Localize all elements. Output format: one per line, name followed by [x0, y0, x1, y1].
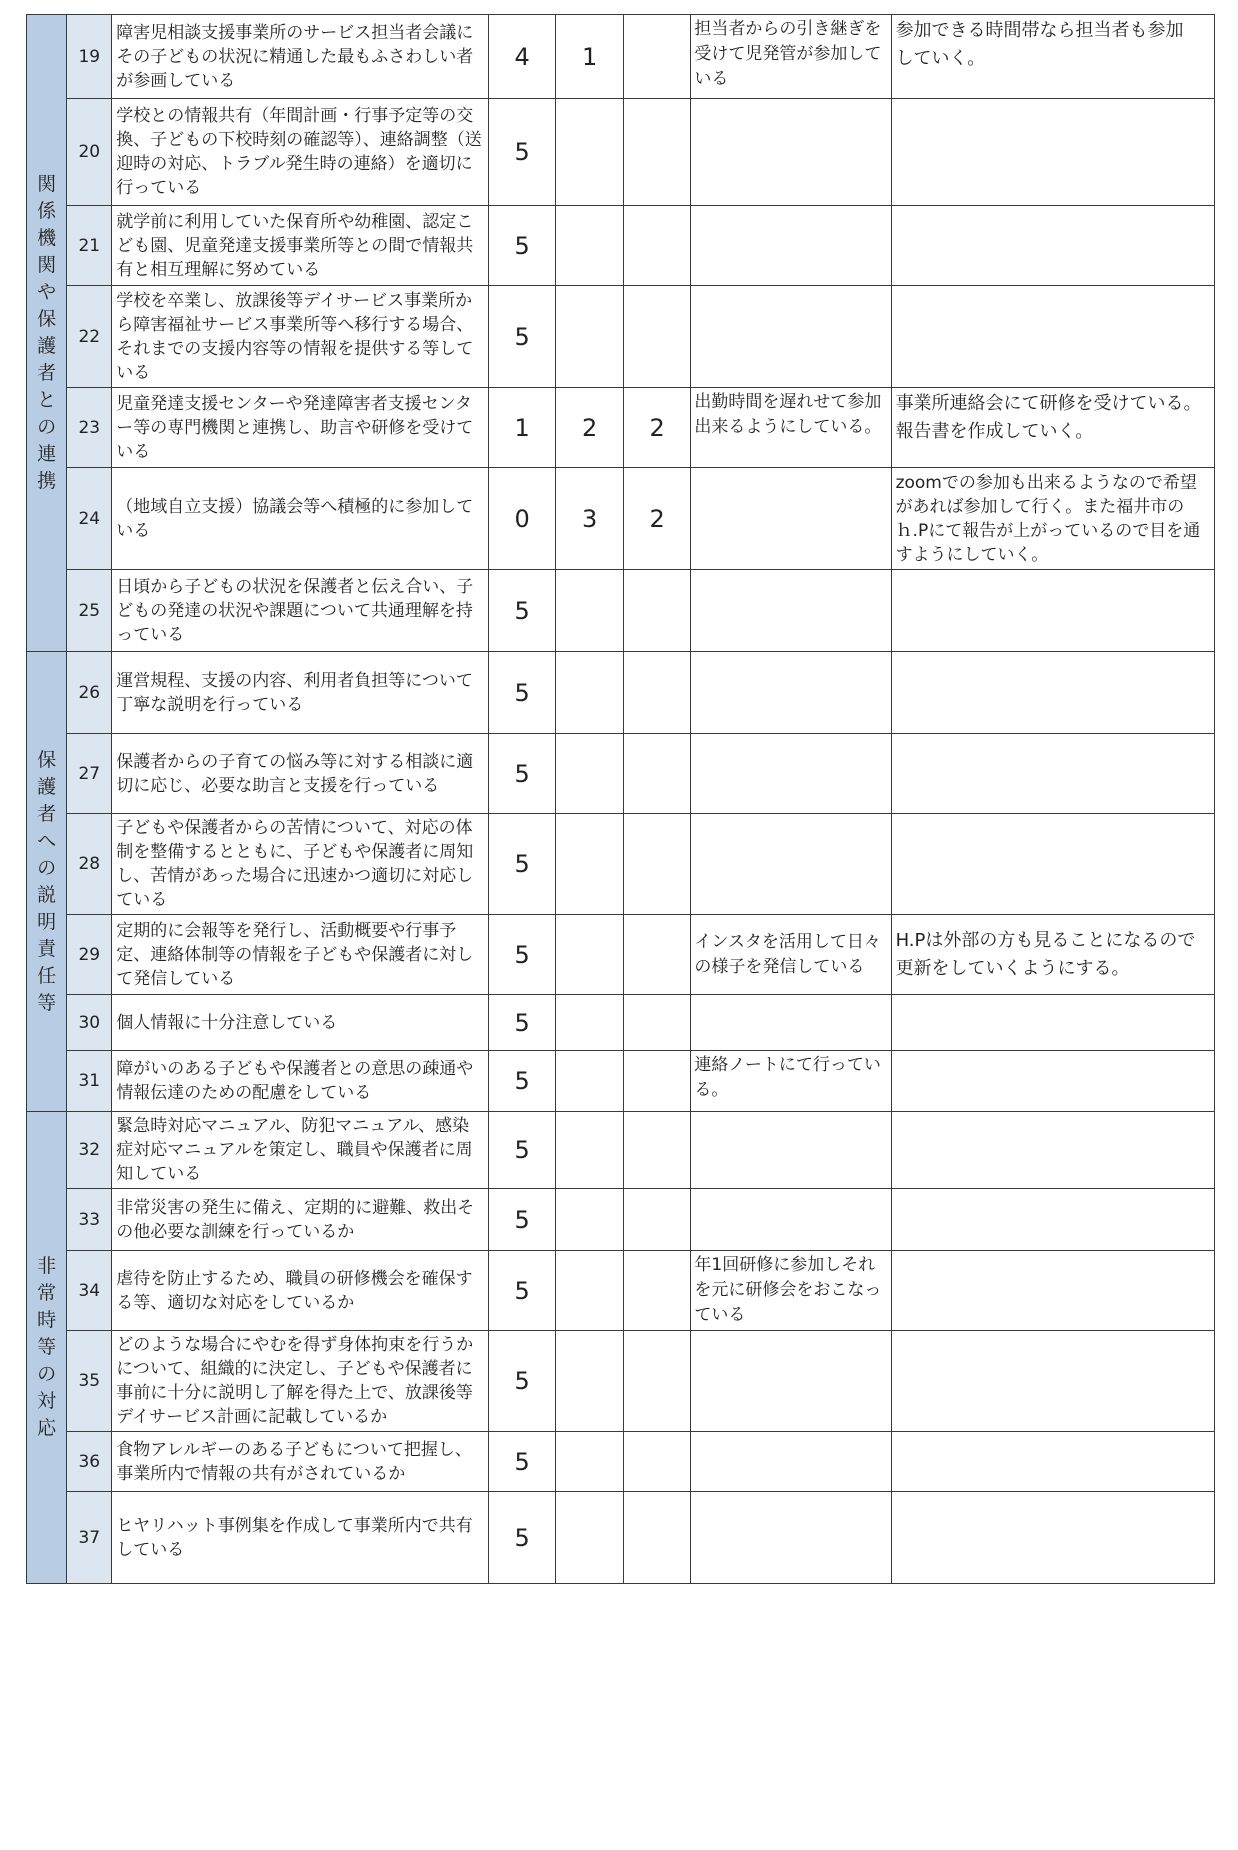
note-cell — [691, 570, 891, 652]
plan-cell — [891, 206, 1214, 286]
value-b — [556, 1432, 624, 1492]
row-number: 20 — [67, 99, 112, 206]
table-row — [27, 734, 1215, 814]
value-c — [623, 1189, 691, 1251]
item-text: 虐待を防止するため、職員の研修機会を確保する等、適切な対応をしているか — [112, 1251, 489, 1331]
value-a: 5 — [488, 814, 556, 915]
item-text: 保護者からの子育ての悩み等に対する相談に適切に応じ、必要な助言と支援を行っている — [112, 734, 489, 814]
value-b — [556, 734, 624, 814]
note-cell: 担当者からの引き継ぎを受けて児発管が参加している — [691, 15, 891, 99]
value-a: 5 — [488, 1112, 556, 1189]
item-text: 緊急時対応マニュアル、防犯マニュアル、感染症対応マニュアルを策定し、職員や保護者に周知している — [112, 1112, 489, 1189]
value-c — [623, 286, 691, 388]
plan-cell — [891, 1189, 1214, 1251]
value-b: 2 — [556, 388, 624, 468]
value-a: 5 — [488, 1051, 556, 1112]
row-number: 21 — [67, 206, 112, 286]
note-cell — [691, 734, 891, 814]
value-c — [623, 915, 691, 995]
value-a: 4 — [488, 15, 556, 99]
value-c — [623, 734, 691, 814]
value-a: 5 — [488, 1251, 556, 1331]
row-number: 31 — [67, 1051, 112, 1112]
value-c — [623, 206, 691, 286]
value-a: 5 — [488, 206, 556, 286]
table-row — [27, 1251, 1215, 1331]
plan-cell — [891, 814, 1214, 915]
plan-cell: 参加できる時間帯なら担当者も参加 していく。 — [891, 15, 1214, 99]
note-cell: 年1回研修に参加しそれを元に研修会をおこなっている — [691, 1251, 891, 1331]
item-text: 学校を卒業し、放課後等デイサービス事業所から障害福祉サービス事業所等へ移行する場合、それまでの支援内容等の情報を提供する等している — [112, 286, 489, 388]
value-b — [556, 995, 624, 1051]
value-c — [623, 814, 691, 915]
table-row — [27, 652, 1215, 734]
value-a: 0 — [488, 468, 556, 570]
note-cell — [691, 1432, 891, 1492]
table-row — [27, 286, 1215, 388]
item-text: 定期的に会報等を発行し、活動概要や行事予定、連絡体制等の情報を子どもや保護者に対して発信している — [112, 915, 489, 995]
plan-cell — [891, 1432, 1214, 1492]
table-row — [27, 814, 1215, 915]
plan-cell: H.Pは外部の方も見ることになるので更新をしていくようにする。 — [891, 915, 1214, 995]
value-c — [623, 1331, 691, 1432]
value-b — [556, 570, 624, 652]
plan-cell — [891, 286, 1214, 388]
category-cell — [27, 15, 67, 652]
value-b — [556, 814, 624, 915]
value-c — [623, 1051, 691, 1112]
plan-cell — [891, 570, 1214, 652]
category-label: 関係機関や保護者との連携 — [37, 173, 57, 492]
note-cell — [691, 468, 891, 570]
note-cell — [691, 1331, 891, 1432]
row-number: 28 — [67, 814, 112, 915]
row-number: 37 — [67, 1492, 112, 1584]
item-text: 障害児相談支援事業所のサービス担当者会議にその子どもの状況に精通した最もふさわしい者が参画している — [112, 15, 489, 99]
note-cell — [691, 1189, 891, 1251]
value-c — [623, 570, 691, 652]
plan-cell — [891, 99, 1214, 206]
plan-cell — [891, 1051, 1214, 1112]
row-number: 30 — [67, 995, 112, 1051]
note-cell — [691, 1112, 891, 1189]
table-row — [27, 570, 1215, 652]
table-row — [27, 1432, 1215, 1492]
item-text: 学校との情報共有（年間計画・行事予定等の交換、子どもの下校時刻の確認等）、連絡調整（送迎時の対応、トラブル発生時の連絡）を適切に行っている — [112, 99, 489, 206]
table-row — [27, 995, 1215, 1051]
row-number: 27 — [67, 734, 112, 814]
value-a: 5 — [488, 915, 556, 995]
value-c — [623, 15, 691, 99]
value-b — [556, 1331, 624, 1432]
item-text: ヒヤリハット事例集を作成して事業所内で共有している — [112, 1492, 489, 1584]
row-number: 25 — [67, 570, 112, 652]
row-number: 24 — [67, 468, 112, 570]
value-b — [556, 286, 624, 388]
row-number: 29 — [67, 915, 112, 995]
value-b — [556, 652, 624, 734]
row-number: 26 — [67, 652, 112, 734]
plan-cell — [891, 652, 1214, 734]
item-text: 個人情報に十分注意している — [112, 995, 489, 1051]
row-number: 35 — [67, 1331, 112, 1432]
category-label: 保護者への説明責任等 — [37, 748, 57, 1014]
item-text: 就学前に利用していた保育所や幼稚園、認定こども園、児童発達支援事業所等との間で情報共有と相互理解に努めている — [112, 206, 489, 286]
note-cell — [691, 206, 891, 286]
value-c — [623, 652, 691, 734]
value-a: 5 — [488, 1492, 556, 1584]
category-cell — [27, 652, 67, 1112]
plan-cell — [891, 1492, 1214, 1584]
item-text: 児童発達支援センターや発達障害者支援センター等の専門機関と連携し、助言や研修を受けている — [112, 388, 489, 468]
value-b — [556, 99, 624, 206]
note-cell — [691, 286, 891, 388]
row-number: 36 — [67, 1432, 112, 1492]
row-number: 23 — [67, 388, 112, 468]
value-a: 5 — [488, 1432, 556, 1492]
category-label: 非常時等の対応 — [37, 1255, 57, 1439]
table-row — [27, 915, 1215, 995]
item-text: どのような場合にやむを得ず身体拘束を行うかについて、組織的に決定し、子どもや保護者に事前に十分に説明し了解を得た上で、放課後等デイサービス計画に記載しているか — [112, 1331, 489, 1432]
value-a: 5 — [488, 734, 556, 814]
value-a: 5 — [488, 286, 556, 388]
item-text: 食物アレルギーのある子どもについて把握し、事業所内で情報の共有がされているか — [112, 1432, 489, 1492]
row-number: 22 — [67, 286, 112, 388]
value-c — [623, 1251, 691, 1331]
plan-cell — [891, 1112, 1214, 1189]
value-a: 5 — [488, 99, 556, 206]
value-c — [623, 1432, 691, 1492]
value-a: 5 — [488, 652, 556, 734]
plan-cell — [891, 1331, 1214, 1432]
category-cell — [27, 1112, 67, 1584]
table-row — [27, 206, 1215, 286]
plan-cell — [891, 995, 1214, 1051]
item-text: 子どもや保護者からの苦情について、対応の体制を整備するとともに、子どもや保護者に周知し、苦情があった場合に迅速かつ適切に対応している — [112, 814, 489, 915]
value-c: 2 — [623, 388, 691, 468]
note-cell: 出勤時間を遅れせて参加出来るようにしている。 — [691, 388, 891, 468]
note-cell: 連絡ノートにて行っている。 — [691, 1051, 891, 1112]
note-cell — [691, 995, 891, 1051]
row-number: 33 — [67, 1189, 112, 1251]
value-c — [623, 1492, 691, 1584]
table-row — [27, 1189, 1215, 1251]
value-a: 5 — [488, 1331, 556, 1432]
note-cell: インスタを活用して日々の様子を発信している — [691, 915, 891, 995]
value-a: 5 — [488, 1189, 556, 1251]
value-b: 1 — [556, 15, 624, 99]
note-cell — [691, 814, 891, 915]
value-b — [556, 1112, 624, 1189]
value-b — [556, 1189, 624, 1251]
table-row — [27, 1051, 1215, 1112]
evaluation-table — [26, 14, 1215, 1584]
table-row — [27, 388, 1215, 468]
value-b — [556, 1051, 624, 1112]
value-c: 2 — [623, 468, 691, 570]
table-row — [27, 1112, 1215, 1189]
value-a: 5 — [488, 995, 556, 1051]
table-row — [27, 1331, 1215, 1432]
value-b — [556, 915, 624, 995]
value-b: 3 — [556, 468, 624, 570]
item-text: 障がいのある子どもや保護者との意思の疎通や情報伝達のための配慮をしている — [112, 1051, 489, 1112]
value-b — [556, 1251, 624, 1331]
plan-cell: zoomでの参加も出来るようなので希望があれば参加して行く。また福井市のｈ.Pにて報告が上がっているので目を通すようにしていく。 — [891, 468, 1214, 570]
item-text: 日頃から子どもの状況を保護者と伝え合い、子どもの発達の状況や課題について共通理解を持っている — [112, 570, 489, 652]
value-c — [623, 995, 691, 1051]
value-c — [623, 1112, 691, 1189]
row-number: 32 — [67, 1112, 112, 1189]
row-number: 19 — [67, 15, 112, 99]
table-row — [27, 15, 1215, 99]
item-text: 運営規程、支援の内容、利用者負担等について丁寧な説明を行っている — [112, 652, 489, 734]
value-b — [556, 1492, 624, 1584]
note-cell — [691, 1492, 891, 1584]
row-number: 34 — [67, 1251, 112, 1331]
note-cell — [691, 99, 891, 206]
item-text: 非常災害の発生に備え、定期的に避難、救出その他必要な訓練を行っているか — [112, 1189, 489, 1251]
plan-cell: 事業所連絡会にて研修を受けている。 報告書を作成していく。 — [891, 388, 1214, 468]
table-row — [27, 1492, 1215, 1584]
value-b — [556, 206, 624, 286]
table-row — [27, 99, 1215, 206]
value-c — [623, 99, 691, 206]
plan-cell — [891, 1251, 1214, 1331]
plan-cell — [891, 734, 1214, 814]
item-text: （地域自立支援）協議会等へ積極的に参加している — [112, 468, 489, 570]
note-cell — [691, 652, 891, 734]
value-a: 1 — [488, 388, 556, 468]
table-row — [27, 468, 1215, 570]
value-a: 5 — [488, 570, 556, 652]
